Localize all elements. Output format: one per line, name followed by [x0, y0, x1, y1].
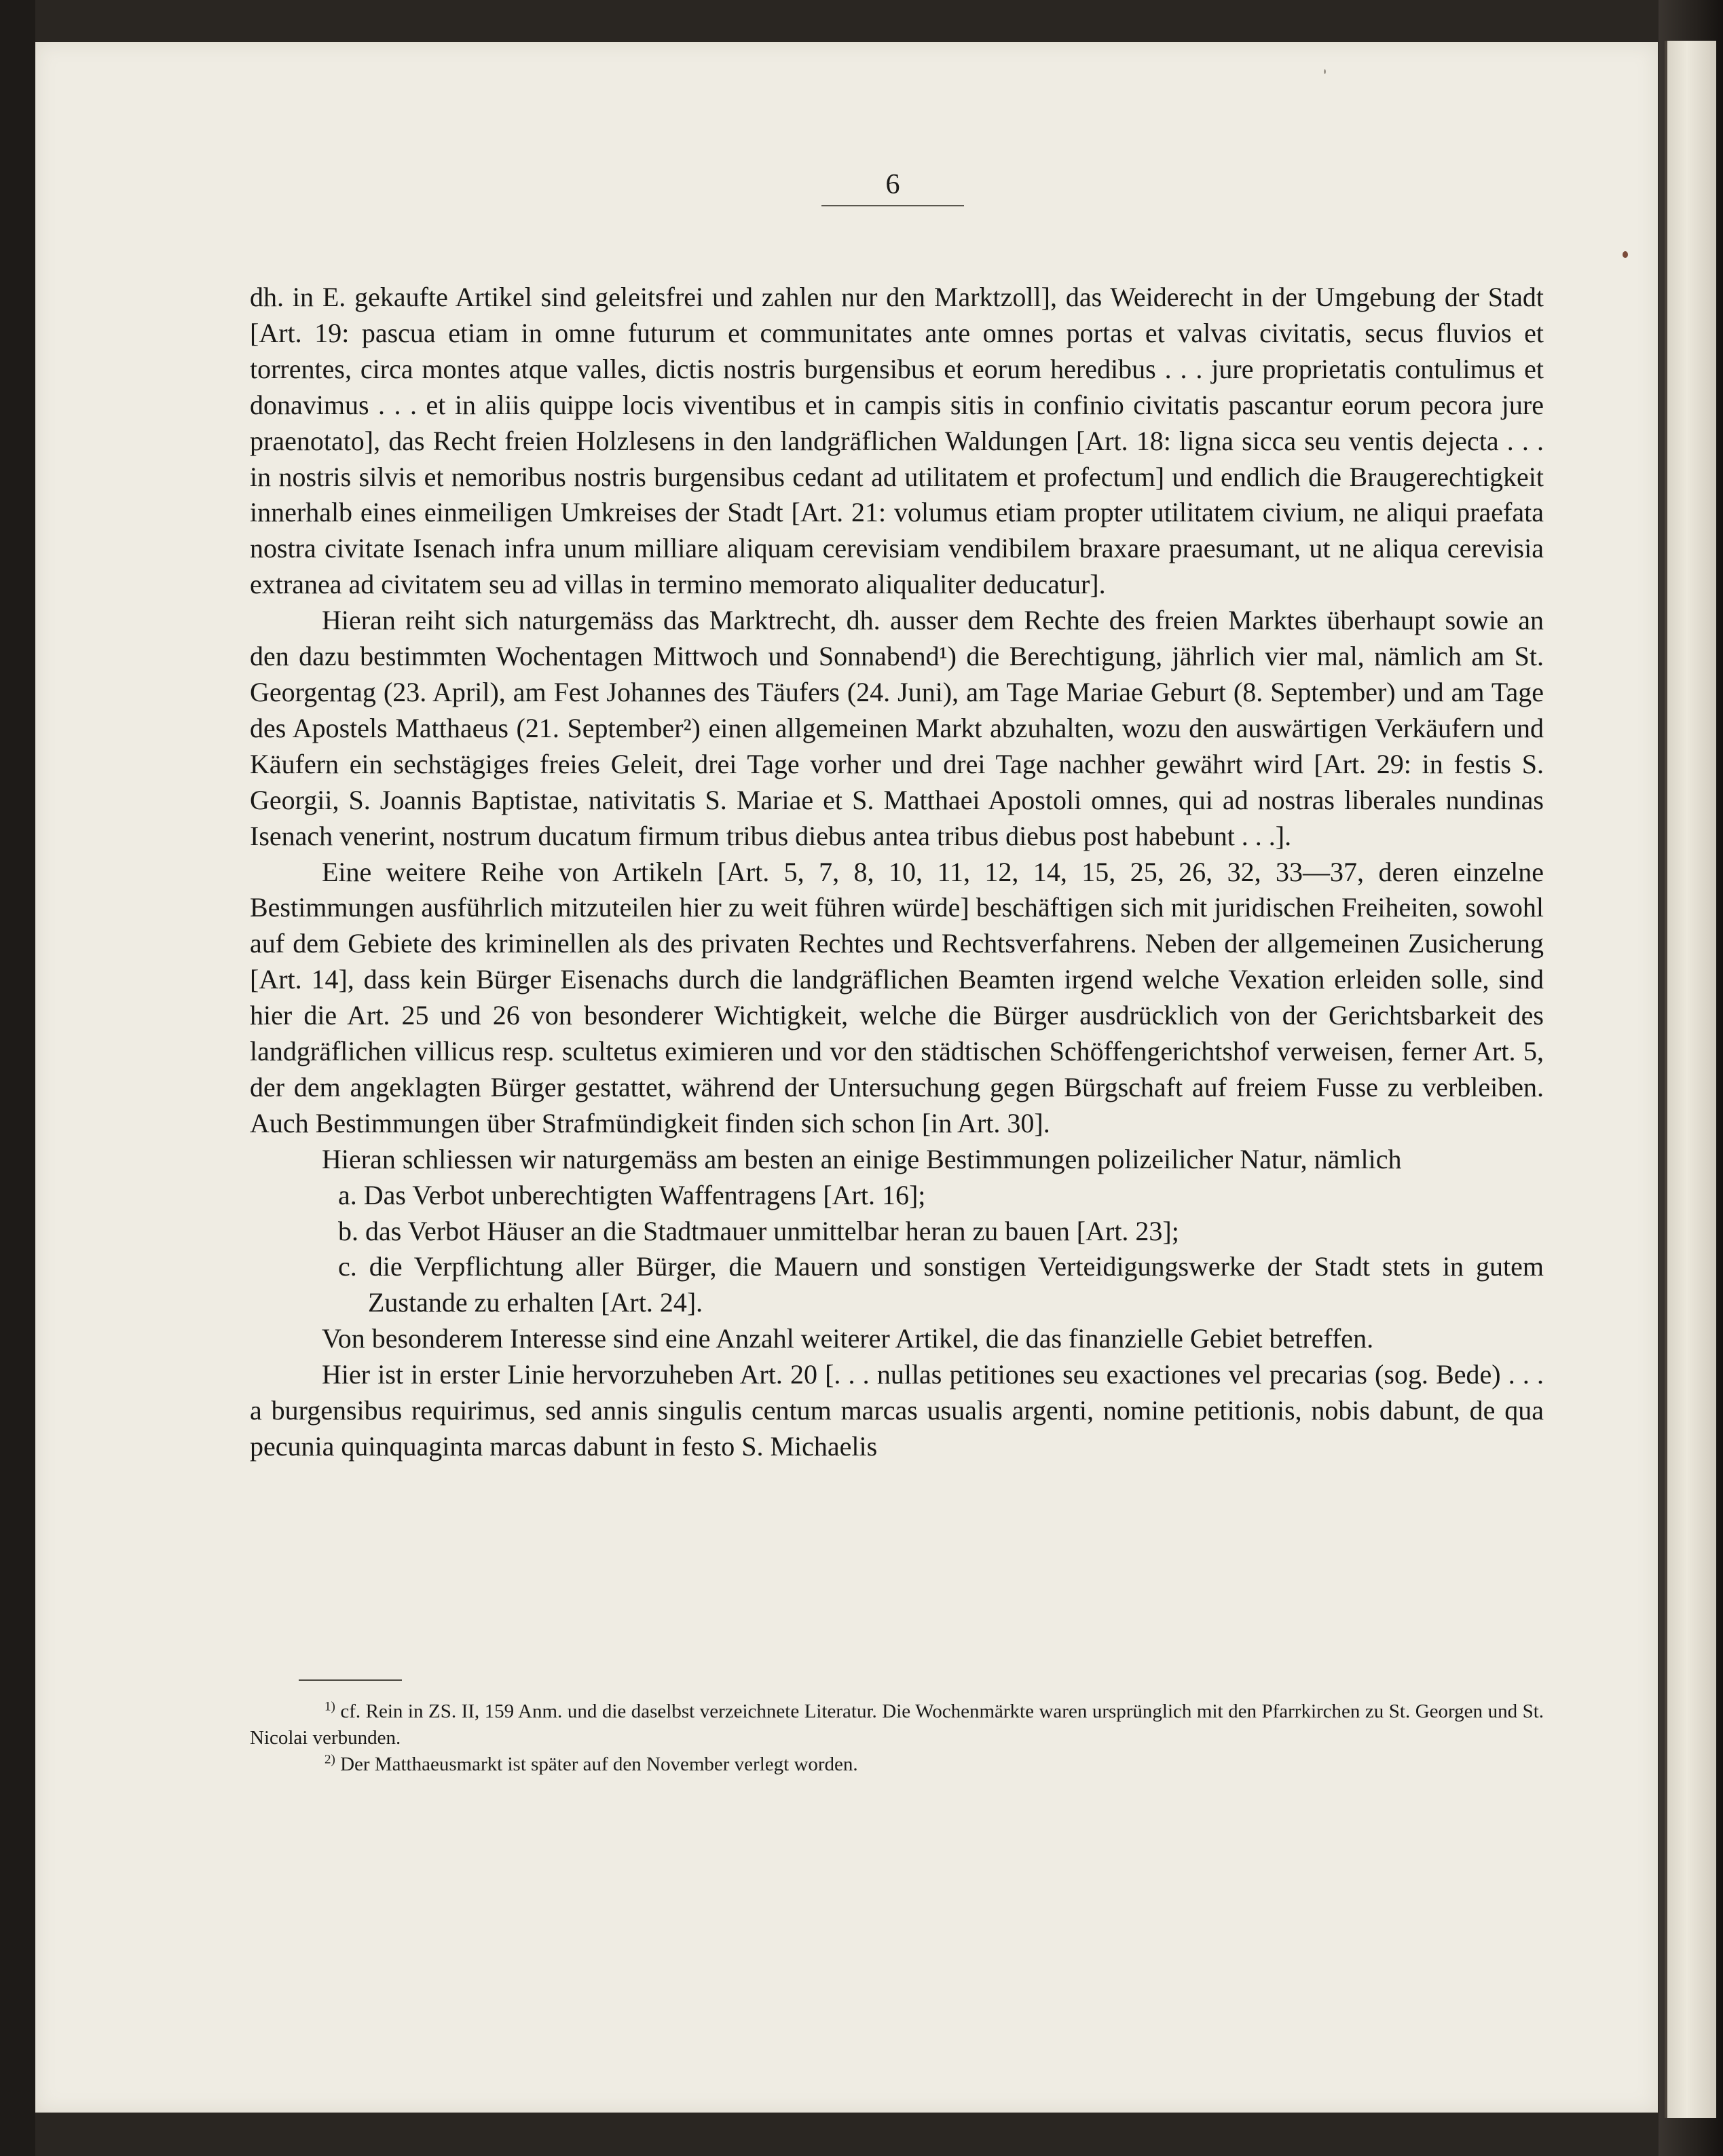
- footnote-2: [250, 1751, 1544, 1778]
- paper-speck: [1324, 69, 1326, 74]
- footnote-text: cf. Rein in ZS. II, 159 Anm. und die daselbst verzeichnete Literatur. Die Wochenmärkte waren ursprünglich mit den Pfarrkirchen zu St. Georgen und St. Nicolai verbunden.: [250, 1700, 1544, 1749]
- page-number: 6: [821, 167, 964, 206]
- scan-background-left: [0, 0, 35, 2156]
- paragraph-6: Hier ist in erster Linie hervorzuheben Art. 20 [. . . nullas petitiones seu exactiones vel precarias (sog. Bede) . . . a burgensibus requirimus, sed annis singulis centum marcas usualis argenti, nomine petitionis, nobis dabunt, de qua pecunia quinquaginta marcas dabunt in festo S. Michaelis: [250, 1359, 1544, 1462]
- footnote-text: Der Matthaeusmarkt ist später auf den November verlegt worden.: [340, 1753, 858, 1775]
- list-item-c: c. die Verpflichtung aller Bürger, die Mauern und sonstigen Verteidigungswerke der Stadt stets in gutem Zustande zu erhalten [Art. 24].: [338, 1251, 1544, 1318]
- next-page-edge: [1665, 41, 1716, 2118]
- main-text: [250, 280, 1544, 1465]
- footnotes: [250, 1698, 1544, 1778]
- footnote-marker: 2): [325, 1752, 335, 1767]
- list-item-b: b. das Verbot Häuser an die Stadtmauer unmittelbar heran zu bauen [Art. 23];: [338, 1215, 1179, 1246]
- footnote-divider: [299, 1679, 402, 1681]
- paragraph-4: Hieran schliessen wir naturgemäss am besten an einige Bestimmungen polizeilicher Natur, nämlich: [322, 1143, 1402, 1174]
- paragraph-5: Von besonderem Interesse sind eine Anzahl weiterer Artikel, die das finanzielle Gebiet betreffen.: [322, 1323, 1374, 1354]
- footnote-1: [250, 1698, 1544, 1751]
- paragraph-1: dh. in E. gekaufte Artikel sind geleitsfrei und zahlen nur den Marktzoll], das Weiderecht in der Umgebung der Stadt [Art. 19: pascua etiam in omne futurum et communitates ante omnes portas et valvas civitatis, secus fluvios et torrentes, circa montes atque valles, dictis nostris burgensibus et eorum heredibus . . . jure proprietatis contulimus et donavimus . . . et in aliis quippe locis viventibus et in campis sitis in confinio civitatis pascantur eorum pecora jure praenotato], das Recht freien Holzlesens in den landgräflichen Waldungen [Art. 18: ligna sicca seu ventis dejecta . . . in nostris silvis et nemoribus nostris burgensibus cedant ad utilitatem et profectum] und endlich die Braugerechtigkeit innerhalb eines einmeiligen Umkreises der Stadt [Art. 21: volumus etiam propter utilitatem civium, ne aliqui praefata nostra civitate Isenach infra unum milliare aliquam cerevisiam vendibilem braxare praesumant, ut ne aliqua cerevisia extranea ad civitatem seu ad villas in termino memorato aliqualiter deducatur].: [250, 282, 1544, 600]
- paper-speck: [1623, 251, 1628, 258]
- footnote-marker: 1): [325, 1699, 335, 1714]
- list-item-a: a. Das Verbot unberechtigten Waffentragens [Art. 16];: [338, 1179, 926, 1210]
- paragraph-2: Hieran reiht sich naturgemäss das Marktrecht, dh. ausser dem Rechte des freien Marktes überhaupt sowie an den dazu bestimmten Wochentagen Mittwoch und Sonnabend¹) die Berechtigung, jährlich vier mal, nämlich am St. Georgentag (23. April), am Fest Johannes des Täufers (24. Juni), am Tage Mariae Geburt (8. September) und am Tage des Apostels Matthaeus (21. September²) einen allgemeinen Markt abzuhalten, wozu den auswärtigen Verkäufern und Käufern ein sechstägiges freies Geleit, drei Tage vorher und drei Tage nachher gewährt wird [Art. 29: in festis S. Georgii, S. Joannis Baptistae, nativitatis S. Mariae et S. Matthaei Apostoli omnes, qui ad nostras liberales nundinas Isenach venerint, nostrum ducatum firmum tribus diebus antea tribus diebus post habebunt . . .].: [250, 605, 1544, 851]
- paragraph-3: Eine weitere Reihe von Artikeln [Art. 5, 7, 8, 10, 11, 12, 14, 15, 25, 26, 32, 33—37, deren einzelne Bestimmungen ausführlich mitzuteilen hier zu weit führen würde] beschäftigen sich mit juridischen Freiheiten, sowohl auf dem Gebiete des kriminellen als des privaten Rechtes und Rechtsverfahrens. Neben der allgemeinen Zusicherung [Art. 14], dass kein Bürger Eisenachs durch die landgräflichen Beamten irgend welche Vexation erleiden solle, sind hier die Art. 25 und 26 von besonderer Wichtigkeit, welche die Bürger ausdrücklich von der Gerichtsbarkeit des landgräflichen villicus resp. scultetus eximieren und vor den städtischen Schöffengerichtshof verweisen, ferner Art. 5, der dem angeklagten Bürger gestattet, während der Untersuchung gegen Bürgschaft auf freiem Fusse zu verbleiben. Auch Bestimmungen über Strafmündigkeit finden sich schon [in Art. 30].: [250, 856, 1544, 1138]
